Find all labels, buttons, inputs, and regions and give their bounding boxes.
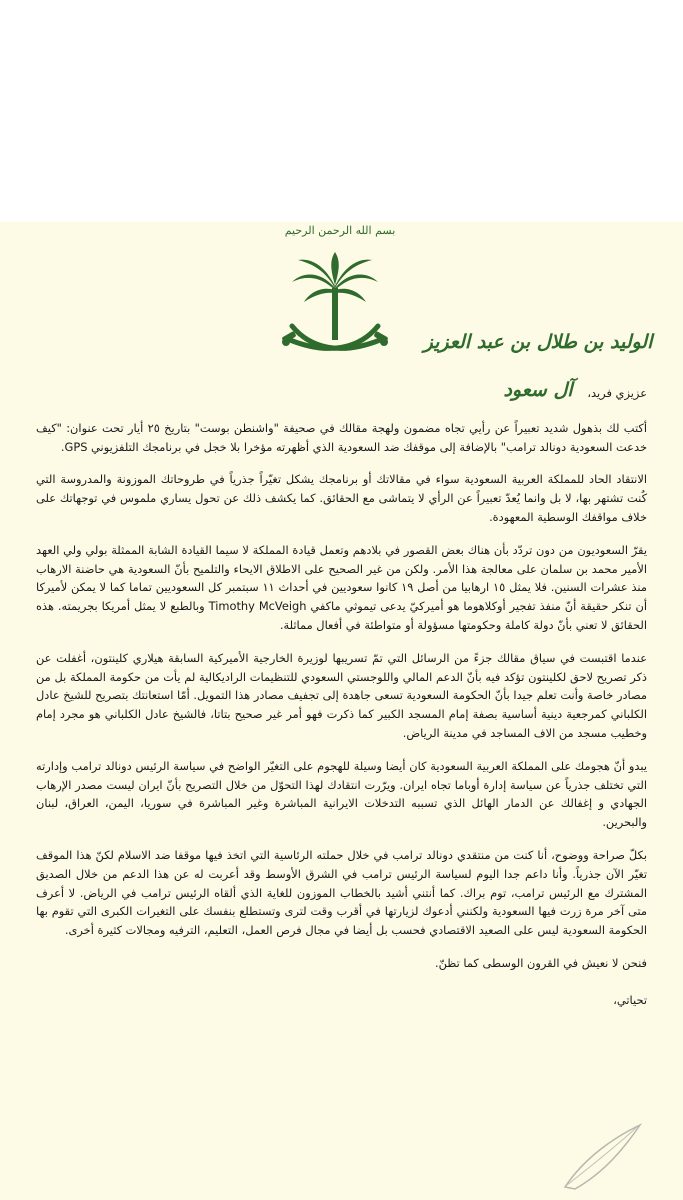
letter-paper xyxy=(0,222,683,1200)
paragraph-2: الانتقاد الحاد للمملكة العربية السعودية سواء في مقالاتك أو برنامجك يشكل تغيّراً جذرياً في طروحاتك الموزونة والمدروسة التي كُنت تشتهر بها، لا بل وانما يُعدّ تعبيراً عن الرأي لا يتماشى مع الحقائق. كما يكشف ذلك عن تحول يساري ملموس في توجهاتك على خلاف مواقفك الوسطية المعهودة. xyxy=(36,472,647,524)
greeting: عزيزي فريد، xyxy=(587,386,647,400)
paragraph-6: بكلّ صراحة ووضوح، أنا كنت من منتقدي دونالد ترامب في خلال حملته الرئاسية التي اتخذ فيها موقفا ضد الاسلام لكنّ هذا الموقف تغيّر الآن جذرياً. وأنا داعم جدا اليوم لسياسة الرئيس ترامب في الشرق الأوسط وقد أعربت له عن هذا الدعم من خلال الصديق المشترك مع الرئيس ترامب، توم براك. كما أنتني أشيد بالخطاب الموزون للغاية الذي ألقاه الرئيس ترامب في الرياض. لا أعرف متى آخر مرة زرت فيها السعودية ولكنني أدعوك لزيارتها في أقرب وقت لترى وتستطلع بنفسك على التغيرات الكبرى التي تقوم بها الحكومة السعودية ليس على الصعيد الاقتصادي فحسب بل أيضا في مجال فرص العمل، التعليم، الترفيه ومجالات كثيرة أخرى. xyxy=(36,847,647,938)
signoff: تحياتي، xyxy=(613,992,647,1007)
paragraph-3: يقرّ السعوديون من دون تردّد بأن هناك بعض القصور في بلادهم وتعمل قيادة المملكة لا سيما القيادة الشابة الممثلة بولي ولي العهد الأمير محمد بن سلمان على معالجة هذا الأمر. ولكن من غير الصحيح على الاطلاق الايحاء والتلميح بأنّ السعودية هي حاضنة الارهاب منذ عشرات السنين. فلا يمثل ١٥ ارهابيا من أصل ١٩ كانوا سعوديين في أحداث ١١ سبتمبر كل السعوديين تماما كما لا يمكن لأميركا أن تنكر حقيقة أنّ منفذ تفجير أوكلاهوما هو أميركيّ يدعى تيموثي ماكفي Timothy McVeigh وبالطبع لا يمثل أمريكا بجريمته. هذه الحقائق لا تعني بأنّ دولة كاملة وحكومتها مسؤولة أو متواطئة في أفعال مماثلة. xyxy=(36,542,647,632)
paragraph-1: أكتب لك بذهول شديد تعبيراً عن رأيي تجاه مضمون ولهجة مقالك في صحيفة "واشنطن بوست" بتاريخ ٢٥ أيار تحت عنوان: "كيف خدعت السعودية دونالد ترامب" بالإضافة إلى موقفك ضد السعودية الذي أظهرته مؤخرا بلا خجل في برنامجك التلفزيوني GPS. xyxy=(36,420,647,454)
paragraph-5: يبدو أنّ هجومك على المملكة العربية السعودية كان أيضا وسيلة للهجوم على التغيّر الواضح في سياسة الرئيس دونالد ترامب وإدارته التي تختلف جذرياً عن سياسة إدارة أوباما تجاه ايران. ويرّرت انتقادك لهذا التحوّل من خلال التصريح بأنّ ايران ليست مصدر الإرهاب الجهادي و إغفالك عن الدمار الهائل الذي تسببه التدخلات الايرانية المباشرة وغير المباشرة في سوريا، اليمن، العراق، لبنان والبحرين. xyxy=(36,758,647,830)
closing-line: فنحن لا نعيش في القرون الوسطى كما تظنّ. xyxy=(434,955,647,970)
paragraph-4: عندما اقتبست في سياق مقالك جزءً من الرسائل التي تمّ تسريبها لوزيرة الخارجية الأميركية السابقة هيلاري كلينتون، أغفلت عن ذكر تصريح لاحق لكلينتون تؤكد فيه بأنّ الدعم المالي واللوجستي السعودي للتنظيمات الراديكالية لم يأت من حكومة المملكة بل من مصادر خاصة وأنت تعلم جيدا بأنّ الحكومة السعودية تسعى جاهدة إلى تجفيف مصادر هذا التمويل. أمّا استعانتك بتصريح للشيخ عادل الكلباني كمرجعية دينية أساسية بصفة إمام المسجد الكبير كما ذكرت فهو أمر غير صحيح بتاتا، فالشيخ عادل الكلباني هو مجرد إمام وخطيب مسجد من الاف المساجد في مدينة الرياض. xyxy=(36,650,647,740)
letter-body xyxy=(36,384,647,1024)
basmala: بسم الله الرحمن الرحيم xyxy=(284,224,396,237)
saudi-palm-and-swords-emblem-icon xyxy=(280,230,390,370)
handwritten-signature-icon xyxy=(555,1117,645,1197)
top-blank-area xyxy=(0,0,683,222)
sender-signature: الوليد بن طلال بن عبد العزيز آل سعود xyxy=(423,331,653,401)
